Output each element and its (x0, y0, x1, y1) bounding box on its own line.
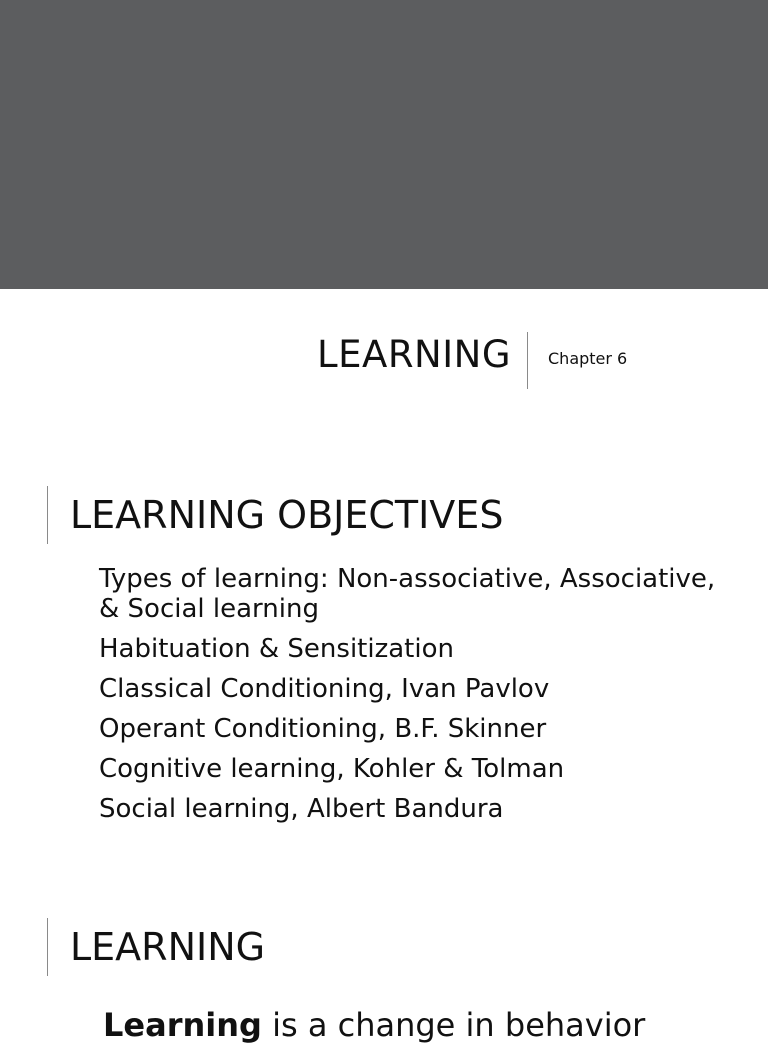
list-item: Social learning, Albert Bandura (99, 794, 504, 824)
title-block (0, 332, 768, 390)
section-accent-bar (47, 918, 48, 976)
list-item: Habituation & Sensitization (99, 634, 454, 664)
chapter-label: Chapter 6 (548, 349, 628, 368)
section-accent-bar (47, 486, 48, 544)
learning-heading: LEARNING (70, 925, 266, 969)
learning-definition (103, 1005, 645, 1045)
definition-text: is a change in behavior (261, 1006, 646, 1044)
list-item: Classical Conditioning, Ivan Pavlov (99, 674, 550, 704)
definition-term: Learning (103, 1006, 262, 1044)
header-band (0, 0, 768, 289)
objectives-heading: LEARNING OBJECTIVES (70, 493, 504, 537)
page-title: LEARNING (317, 333, 511, 376)
list-item: Operant Conditioning, B.F. Skinner (99, 714, 547, 744)
list-item: Types of learning: Non-associative, Associative, & Social learning (99, 564, 716, 624)
list-item: Cognitive learning, Kohler & Tolman (99, 754, 565, 784)
title-divider (527, 332, 528, 389)
objectives-list (99, 564, 719, 834)
